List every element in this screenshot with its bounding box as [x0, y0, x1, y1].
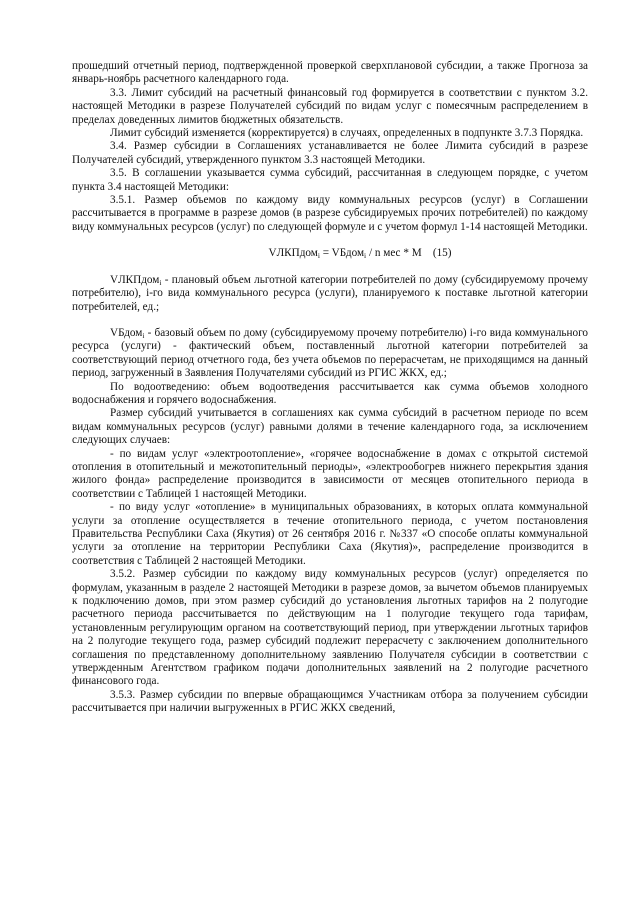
definition-vb-text: - базовый объем по дому (субсидируемому прочему потребителю) i-го вида коммунального ресурса (услуги) - фактический объем, поставленный льготной категории потребителей за соответствующий период отчетного года, без учета объемов по перерасчетам, не приходящимся на данный период, загруженный в Заявления Получателями субсидий из РГИС ЖКХ, ед.; [72, 326, 588, 380]
formula-rhs: / n мес * М [366, 247, 422, 260]
paragraph-3-5-1: 3.5.1. Размер объемов по каждому виду коммунальных ресурсов (услуг) в Соглашении рассчитывается в программе в разрезе домов (в разрезе субсидируемых прочих потребителей) по каждому виду коммунальных ресурсов (услуг) по следующей формуле и с учетом формул 1-14 настоящей Методики. [72, 194, 588, 233]
paragraph-distribution: Размер субсидий учитывается в соглашениях как сумма субсидий в расчетном периоде по всем видам коммунальных ресурсов (услуг) равными долями в течение календарного года, за исключением следующих случаев: [72, 407, 588, 447]
formula-lhs: VЛКПдом [268, 247, 318, 260]
formula-lhs-sub: i [317, 251, 320, 261]
definition-vb-sub: i [142, 330, 145, 340]
paragraph-3-3: 3.3. Лимит субсидий на расчетный финансовый год формируется в соответствии с пунктом 3.2. настоящей Методики в разрезе Получателей субсидий по видам услуг с помесячным распределением в пределах доведенных лимитов бюджетных обязательств. [72, 86, 588, 126]
definition-vb [72, 327, 588, 381]
paragraph-exception-electro: - по видам услуг «электроотопление», «горячее водоснабжение в домах с открытой системой отопления в отопительный и межотопительный периоды», «электрообогрев нижнего перекрытия здания жилого фонда» распределение производится в зависимости от месяцев отопительного периода в соответствии с Таблицей 1 настоящей Методики. [72, 447, 588, 500]
paragraph-wastewater: По водоотведению: объем водоотведения рассчитывается как сумма объемов холодного водоснабжения и горячего водоснабжения. [72, 380, 588, 406]
paragraph-3-5-2: 3.5.2. Размер субсидии по каждому виду коммунальных ресурсов (услуг) определяется по формулам, указанным в разделе 2 настоящей Методики в разрезе домов, за вычетом объемов планируемых к подключению домов, при этом размер субсидий до установления льготных тарифов на 2 полугодие расчетного периода рассчитывается по действующим на 1 полугодие текущего года тарифам, установленным регулирующим органом на соответствующий период, при утверждении льготных тарифов на 2 полугодие текущего года, размер субсидий подлежит перерасчету с заключением дополнительного соглашения по представленному дополнительному заявлению Получателя субсидии в соответствии с утвержденным Агентством графиком подачи дополнительных заявлений на 2 полугодие расчетного финансового года. [72, 568, 588, 688]
formula-15 [72, 247, 588, 260]
paragraph-intro: прошедший отчетный период, подтвержденной проверкой сверхплановой субсидии, а также Прогноза за январь-ноябрь расчетного календарного года. [72, 60, 588, 86]
formula-mid-sub: i [364, 251, 367, 261]
paragraph-3-5: 3.5. В соглашении указывается сумма субсидий, рассчитанная в следующем порядке, с учетом пункта 3.4 настоящей Методики: [72, 167, 588, 193]
formula-number: (15) [432, 247, 452, 260]
definition-vlkp [72, 274, 588, 314]
paragraph-limit-change: Лимит субсидий изменяется (корректируется) в случаях, определенных в подпункте 3.7.3 Порядка. [110, 127, 584, 140]
definition-vlkp-term: VЛКПдом [110, 273, 160, 286]
paragraph-3-5-3: 3.5.3. Размер субсидии по впервые обращающимся Участникам отбора за получением субсидии рассчитывается при наличии выгруженных в РГИС ЖКХ сведений, [72, 688, 588, 715]
definition-vlkp-sub: i [159, 277, 162, 287]
paragraph-3-4: 3.4. Размер субсидии в Соглашениях устанавливается не более Лимита субсидий в разрезе Получателей субсидий, утвержденного пунктом 3.3 настоящей Методики. [72, 140, 588, 166]
definition-vb-term: VБдом [110, 326, 143, 339]
definition-vlkp-text: - плановый объем льготной категории потребителей по дому (субсидируемому прочему потребителю), i-го вида коммунального ресурса (услуги), планируемого к поставке льготной категории потребителей, ед.; [72, 273, 588, 313]
formula-mid: = VБдом [319, 247, 365, 260]
paragraph-exception-heating: - по виду услуг «отопление» в муниципальных образованиях, в которых оплата коммунальной услуги за отопление осуществляется в течение отопительного периода, с учетом постановления Правительства Республики Саха (Якутия) от 26 сентября 2016 г. №337 «О способе оплаты коммунальной услуги за отопление на территории Республики Саха (Якутия)», распределение производится в соответствия с Таблицей 2 настоящей Методики. [72, 501, 588, 567]
